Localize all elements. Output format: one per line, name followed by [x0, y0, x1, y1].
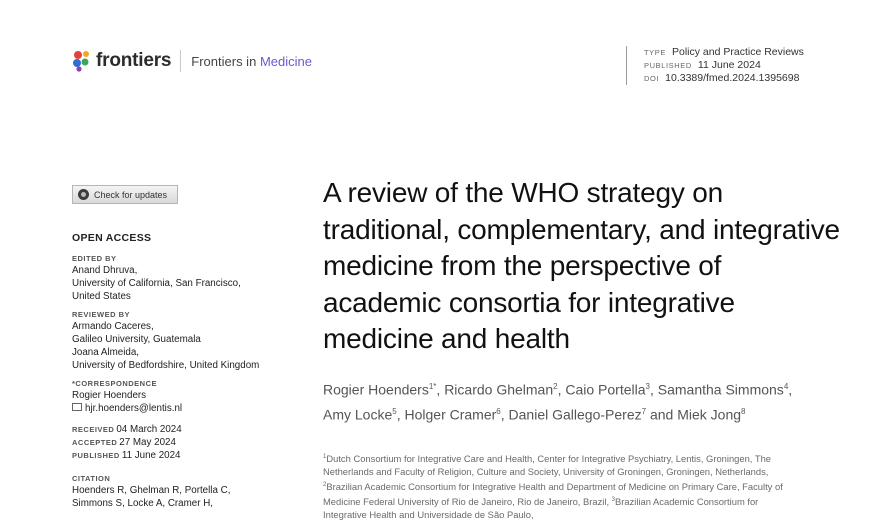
correspondence-email-text[interactable]: hjr.hoenders@lentis.nl	[85, 403, 183, 414]
reviewer-name: Joana Almeida,	[72, 347, 139, 358]
author-separator: ,	[649, 381, 658, 398]
mail-icon	[72, 403, 82, 411]
author-affiliation-marker: 4	[783, 382, 789, 391]
author-name[interactable]: Caio Portella	[565, 381, 646, 398]
author-affiliation-marker: 5	[392, 406, 397, 416]
article-title: A review of the WHO strategy on traditional, complementary, and integrative medicine from the perspective of academic consortia for integrative medicine and health	[323, 177, 840, 354]
correspondence-label: *CORRESPONDENCE	[72, 379, 158, 388]
affiliation-marker: 1	[323, 454, 327, 460]
brand-divider	[180, 50, 181, 72]
author-list	[323, 376, 793, 425]
author-affiliation-marker: 1*	[428, 382, 437, 391]
received-date: RECEIVED 04 March 2024	[72, 424, 182, 435]
journal-name[interactable]	[191, 54, 312, 69]
citation-label: CITATION	[72, 474, 111, 483]
meta-doi[interactable]: DOI 10.3389/fmed.2024.1395698	[644, 72, 800, 84]
reviewer-name: Armando Caceres,	[72, 321, 154, 332]
reviewer-affiliation: University of Bedfordshire, United Kingdom	[72, 360, 260, 371]
author-name[interactable]: Samantha Simmons	[657, 381, 784, 398]
frontiers-logo[interactable]	[72, 50, 312, 72]
open-access-heading: OPEN ACCESS	[72, 232, 152, 244]
article-sidebar	[72, 232, 292, 510]
affiliation-marker: 3	[611, 496, 616, 503]
citation-line: Simmons S, Locke A, Cramer H,	[72, 498, 214, 509]
author-name[interactable]: Ricardo Ghelman	[444, 381, 554, 398]
author-name[interactable]: Miek Jong	[677, 406, 742, 423]
author-separator: ,	[788, 381, 793, 398]
brand-name: frontiers	[96, 50, 172, 71]
meta-type: TYPE Policy and Practice Reviews	[644, 46, 804, 58]
affiliation-text: Brazilian Academic Consortium for Integrative Health and Department of Medicine on Primary Care, Faculty of Medicine Federal University of Rio de Janeiro, Rio de Janeiro, Brazil,	[323, 480, 783, 507]
journal-prefix: Frontiers in	[191, 53, 257, 69]
edited-by-label: EDITED BY	[72, 254, 117, 263]
frontiers-logo-icon	[72, 50, 92, 72]
editor-country: United States	[72, 291, 131, 302]
author-name[interactable]: Holger Cramer	[404, 406, 497, 423]
editor-name: Anand Dhruva,	[72, 265, 138, 276]
affiliation-text: Dutch Consortium for Integrative Care and Health, Center for Integrative Psychiatry, Lentis, Groningen, The Netherlands and Faculty of Religion, Culture and Society, University of Groningen, Groningen, Netherlands,	[323, 453, 772, 477]
author-affiliation-marker: 2	[553, 382, 558, 391]
meta-published: PUBLISHED 11 June 2024	[644, 59, 761, 71]
editor-affiliation: University of California, San Francisco,	[72, 278, 241, 289]
author-affiliation-marker: 3	[645, 382, 650, 391]
check-updates-label: Check for updates	[94, 189, 168, 200]
check-updates-button[interactable]	[72, 185, 178, 204]
author-affiliation-marker: 8	[741, 406, 746, 416]
published-date: PUBLISHED 11 June 2024	[72, 450, 181, 461]
accepted-date: ACCEPTED 27 May 2024	[72, 437, 176, 448]
author-affiliation-marker: 7	[641, 406, 647, 416]
author-name[interactable]: Rogier Hoenders	[323, 381, 429, 398]
author-name[interactable]: Daniel Gallego-Perez	[508, 406, 642, 423]
correspondence-email[interactable]	[72, 402, 292, 415]
reviewed-by-label: REVIEWED BY	[72, 310, 131, 319]
author-separator: ,	[500, 406, 509, 423]
affiliation-text: Brazilian Academic Consortium for Integrative Health and Universidade de São Paulo,	[323, 495, 759, 520]
journal-title: Medicine	[259, 53, 312, 69]
affiliation-marker: 2	[323, 481, 327, 488]
author-separator: ,	[557, 381, 566, 398]
author-affiliation-marker: 6	[496, 406, 501, 416]
author-separator: ,	[396, 406, 405, 423]
article-meta	[626, 46, 804, 85]
author-separator: and	[646, 406, 678, 423]
crossmark-icon	[78, 189, 89, 200]
reviewer-affiliation: Galileo University, Guatemala	[72, 334, 201, 345]
correspondence-name: Rogier Hoenders	[72, 390, 147, 401]
affiliations	[323, 451, 793, 521]
author-name[interactable]: Amy Locke	[323, 406, 393, 423]
author-separator: ,	[436, 381, 445, 398]
citation-line: Hoenders R, Ghelman R, Portella C,	[72, 485, 231, 496]
